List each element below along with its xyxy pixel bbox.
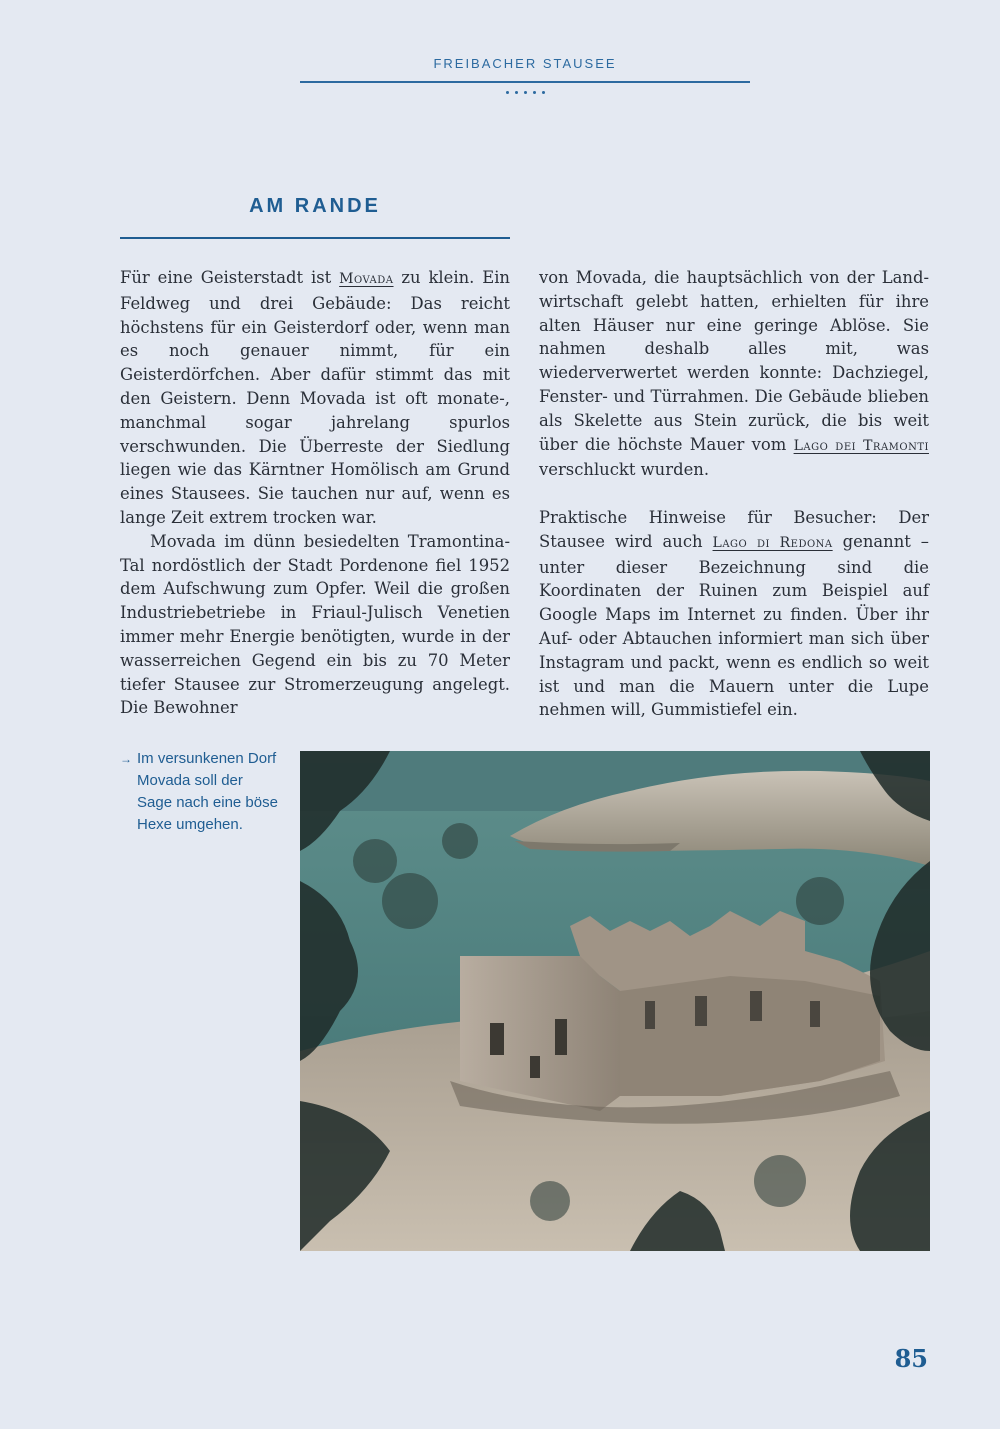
photo-caption bbox=[120, 748, 280, 836]
text-column-right bbox=[539, 266, 929, 722]
paragraph-3: von Movada, die hauptsächlich von der Landwirtschaft gelebt hatten, erhielten für ihre alten Häuser nur eine geringe Ablöse. Sie nahmen deshalb alles mit, was wiederverwertet werden konnte: Dachziegel, Fenster- und Türrahmen. Die Gebäude blieben als Skelette aus Stein zurück, die bis weit über die höchste Mauer vom Lago dei Tramonti verschluckt wurden. bbox=[539, 268, 929, 480]
place-name-lago-dei-tramonti: Lago dei Tramonti bbox=[793, 437, 929, 454]
header-dots-ornament bbox=[300, 91, 750, 94]
caption-text: Im versunkenen Dorf Movada soll der Sage nach eine böse Hexe umgehen. bbox=[137, 750, 278, 833]
section-title-divider bbox=[120, 237, 510, 239]
paragraph-4: Praktische Hinweise für Besucher: Der Stausee wird auch Lago di Redona genannt – unter dieser Bezeichnung sind die Koordinaten der Ruinen zum Beispiel auf Google Maps im Internet zu finden. Über ihr Auf- oder Abtauchen informiert man sich über Instagram und packt, wenn es endlich so weit ist und man die Mauern unter die Lupe nehmen will, Gummistiefel ein. bbox=[539, 507, 930, 720]
place-name-movada: Movada bbox=[339, 271, 394, 287]
arrow-right-icon: → bbox=[120, 752, 132, 766]
header-divider bbox=[300, 81, 750, 83]
paragraph-1: Für eine Geisterstadt ist Movada zu klein. Ein Feldweg und drei Gebäude: Das reicht höchstens für ein Geisterdorf oder, wenn man es noch genauer nimmt, für ein Geisterdörfchen. Aber dafür stimmt das mit den Geistern. Denn Movada ist oft monate-, manchmal sogar jahrelang spurlos verschwunden. Die Überreste der Siedlung liegen wie das Kärntner Homölisch am Grund eines Stausees. Sie tauchen nur auf, wenn es lange Zeit extrem trocken war. bbox=[120, 268, 510, 527]
section-title: AM RANDE bbox=[249, 195, 381, 217]
ruins-photo bbox=[300, 751, 930, 1251]
running-header: FREIBACHER STAUSEE bbox=[433, 56, 617, 71]
place-name-lago-di-redona: Lago di Redona bbox=[712, 534, 833, 551]
page-number: 85 bbox=[894, 1344, 928, 1373]
text-column-left bbox=[120, 266, 510, 720]
paragraph-2: Movada im dünn besiedelten Tramontina-Tal nordöstlich der Stadt Pordenone fiel 1952 dem Aufschwung zum Opfer. Weil die großen Industriebetriebe in Friaul-Julisch Venetien immer mehr Energie benötigten, wurde in der wasserreichen Gegend ein bis zu 70 Meter tiefer Stausee zur Stromerzeugung angelegt. Die Bewohner bbox=[120, 531, 510, 718]
